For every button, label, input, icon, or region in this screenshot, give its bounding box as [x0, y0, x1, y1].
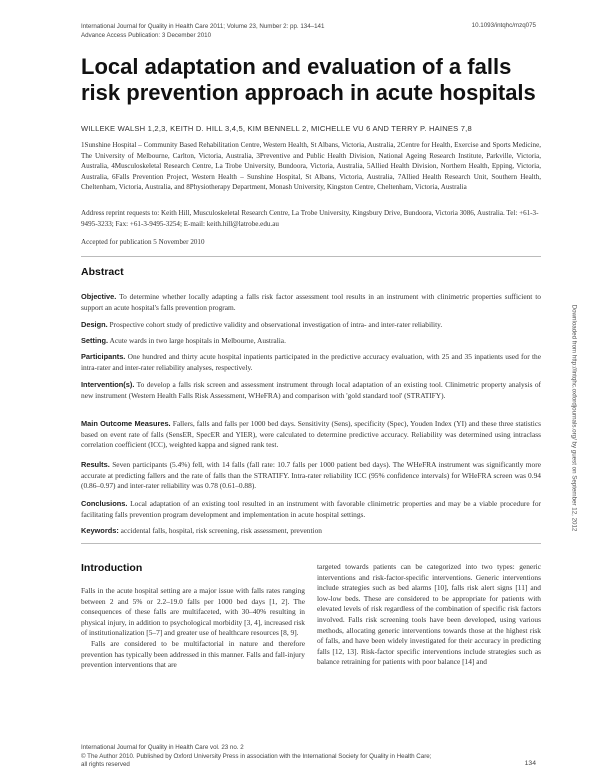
page-number: 134: [524, 760, 536, 767]
author-list: WILLEKE WALSH 1,2,3, KEITH D. HILL 3,4,5, KIM BENNELL 2, MICHELLE VU 6 AND TERRY P. HAINES 7,8: [81, 124, 472, 133]
keywords-label: Keywords:: [81, 526, 119, 535]
running-header: [81, 22, 324, 40]
access-line: Advance Access Publication: 3 December 2010: [81, 32, 212, 39]
setting-label: Setting.: [81, 336, 109, 345]
journal-line: International Journal for Quality in Health Care 2011; Volume 23, Number 2: pp. 134–141: [81, 23, 325, 30]
abstract-participants: [81, 352, 541, 373]
participants-text: One hundred and thirty acute hospital inpatients participated in the predictive accuracy evaluation, with 25 and 35 inpatients used for the intra-rater and inter-rater reliability analyses, respectively.: [81, 352, 541, 372]
abstract-setting: [81, 336, 541, 347]
setting-text: Acute wards in two large hospitals in Melbourne, Australia.: [108, 336, 286, 345]
footer-journal: International Journal for Quality in Health Care vol. 23 no. 2: [81, 744, 244, 751]
results-text: Seven participants (5.4%) fell, with 14 falls (fall rate: 10.7 falls per 1000 patient bed days). The WHeFRA instrument was significantly more accurate at predicting fallers and the rate of falls than the STRATIFY. Intra-rater reliability ICC (95% confidence intervals) for WHeFRA screen was 0.94 (0.86–0.97) and inter-rater reliability was 0.78 (0.61–0.88).: [81, 460, 541, 491]
introduction-heading: Introduction: [81, 562, 143, 574]
abstract-outcome-measures: [81, 419, 541, 451]
design-label: Design.: [81, 320, 108, 329]
affiliations: 1Sunshine Hospital – Community Based Rehabilitation Centre, Western Health, St Albans, Victoria, Australia, 2Centre for Health, Exercise and Sports Medicine, The University of Melbourne, Carlton, Victoria, Australia, 3Preventive and Public Health Division, National Ageing Research Institute, Parkville, Victoria, Australia, 4Musculoskeletal Research Centre, La Trobe University, Bundoora, Victoria, Australia, 5Allied Health Division, Northern Health, Epping, Victoria, Australia, 6Falls Prevention Project, Western Health – Sunshine Hospital, St Albans, Victoria, Australia, 7Allied Health Research Unit, Southern Health, Cheltenham, Victoria, Australia, and 8Physiotherapy Department, Monash University, Kingston Centre, Cheltenham, Victoria, Australia: [81, 141, 541, 192]
conclusions-text: Local adaptation of an existing tool resulted in an instrument with favorable clinimetric properties and may be a viable procedure for facilitating falls prevention program development and implementation in acute hospital settings.: [81, 499, 541, 519]
participants-label: Participants.: [81, 352, 126, 361]
article-title: Local adaptation and evaluation of a falls risk prevention approach in acute hospitals: [81, 54, 536, 105]
intro-paragraph-3: targeted towards patients can be categorized into two types: generic interventions and risk-factor-specific interventions. Generic interventions include strategies such as bed alarms [10], falls risk alert signs [11] and low-low beds. These are considered to be appropriate for patients with elevated levels of risk regardless of the combination of specific risk factors involved. Falls risk screening tools have been developed, using various methods, allocating generic interventions towards those at the highest risk of falls, and have been widely investigated for their accuracy in predicting falls [12, 13]. Risk-factor specific interventions include strategies such as balance retraining for patients with poor balance [14] and: [317, 562, 541, 667]
abstract-interventions: [81, 380, 541, 401]
outcome-text: Fallers, falls and falls per 1000 bed days. Sensitivity (Sens), specificity (Spec), Youden Index (YI) and these three statistics based on event rate of falls (SensER, SpecER and YIER), were calculated to determine predictive accuracy. Reliability was determined using intraclass correlation coefficient (ICC), weighted kappa and signed rank test.: [81, 419, 542, 450]
intro-paragraph-2: Falls are considered to be multifactorial in nature and therefore prevention has typically been addressed in this manner. Falls and fall-injury prevention interventions that are: [81, 638, 305, 670]
download-notice[interactable]: Downloaded from http://intqhc.oxfordjournals.org/ by guest on September 12, 2012: [570, 304, 578, 532]
intro-right-column: [317, 562, 541, 668]
abstract-results: [81, 460, 541, 492]
footer-copyright: © The Author 2010. Published by Oxford University Press in association with the International Society for Quality in Health Care;: [81, 752, 432, 760]
accepted-date: Accepted for publication 5 November 2010: [81, 238, 205, 246]
doi-link[interactable]: 10.1093/intqhc/mzq075: [471, 22, 536, 29]
intro-paragraph-1: Falls in the acute hospital setting are a major issue with falls rates ranging between 2 and 5% or 2.2–19.0 falls per 1000 bed days [1, 2]. The consequences of these falls are multifaceted, with 30–40% resulting in physical injury, in addition to psychological morbidity [3, 4], increased risk of institutionalization [5–7] and greater use of healthcare resources [8, 9].: [81, 586, 305, 638]
abstract-heading: Abstract: [81, 266, 124, 278]
intro-left-column: [81, 586, 305, 671]
objective-label: Objective.: [81, 292, 117, 301]
conclusions-label: Conclusions.: [81, 499, 128, 508]
footer-rights: all rights reserved: [81, 761, 130, 769]
page-footer: [81, 744, 431, 770]
abstract-objective: [81, 292, 541, 313]
download-sidebar: [566, 256, 582, 580]
outcome-label: Main Outcome Measures.: [81, 419, 171, 428]
objective-text: To determine whether locally adapting a falls risk factor assessment tool results in an instrument with clinimetric properties sufficient to support an acute hospital's falls prevention program.: [81, 292, 541, 312]
interventions-text: To develop a falls risk screen and assessment instrument through local adaptation of an existing tool. Clinimetric property analysis of new instrument (Western Health Falls Risk Assessment, WHeFRA) and comparison with 'gold standard tool' (STRATIFY).: [81, 380, 541, 400]
abstract-bottom-rule: [81, 543, 541, 544]
keywords-text: accidental falls, hospital, risk screening, risk assessment, prevention: [118, 526, 322, 535]
design-text: Prospective cohort study of predictive validity and observational investigation of intra- and inter-rater reliability.: [107, 320, 443, 329]
correspondence-address: Address reprint requests to: Keith Hill, Musculoskeletal Research Centre, La Trobe University, Kingsbury Drive, Bundoora, Victoria 3086, Australia. Tel: +61-3-9495-3233; Fax: +61-3-9495-3254; E-mail: keith.hill@latrobe.edu.au: [81, 209, 539, 228]
abstract-keywords: [81, 526, 541, 537]
abstract-conclusions: [81, 499, 541, 520]
interventions-label: Intervention(s).: [81, 380, 135, 389]
results-label: Results.: [81, 460, 110, 469]
abstract-design: [81, 320, 541, 331]
abstract-top-rule: [81, 256, 541, 257]
